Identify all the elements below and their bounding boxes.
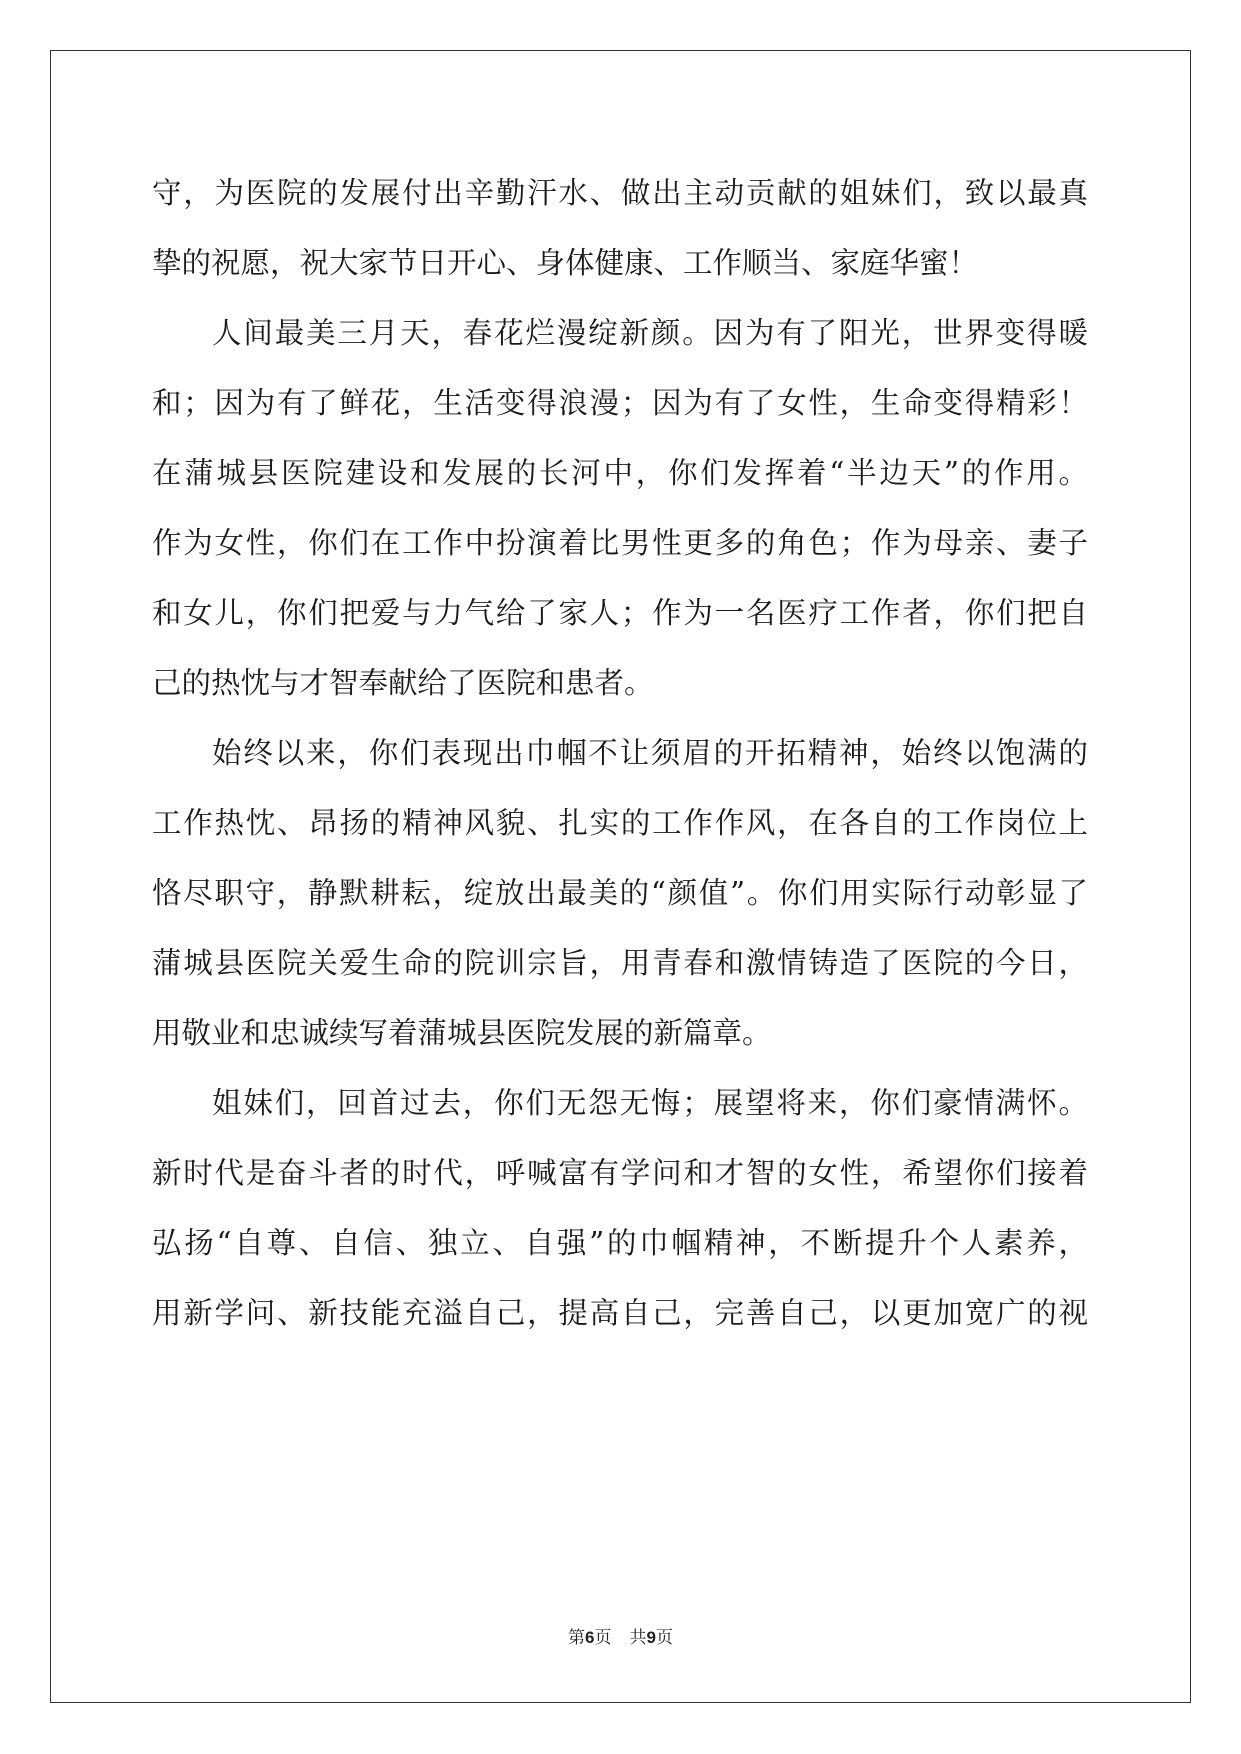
text-line: 挚的祝愿，祝大家节日开心、身体健康、工作顺当、家庭华蜜！ [152,246,979,280]
paragraph-3 [152,718,1088,1068]
text-line: 新时代是奋斗者的时代，呼喊富有学问和才智的女性，希望你们接着 [152,1156,1088,1190]
page-suffix: 页 [594,1628,612,1648]
text-line: 己的热忱与才智奉献给了医院和患者。 [152,666,654,700]
paragraph-1 [152,158,1088,298]
text-line: 在蒲城县医院建设和发展的长河中，你们发挥着“半边天”的作用。 [152,456,1088,490]
text-line: 姐妹们，回首过去，你们无怨无悔；展望将来，你们豪情满怀。 [212,1086,1088,1120]
text-line: 弘扬“自尊、自信、独立、自强”的巾帼精神，不断提升个人素养， [152,1226,1088,1260]
text-line: 和女儿，你们把爱与力气给了家人；作为一名医疗工作者，你们把自 [152,596,1088,630]
text-line: 蒲城县医院关爱生命的院训宗旨，用青春和激情铸造了医院的今日， [152,946,1088,980]
page-prefix: 第 [568,1628,586,1648]
paragraph-2 [152,298,1088,718]
page-footer [0,1627,1241,1649]
text-line: 作为女性，你们在工作中扮演着比男性更多的角色；作为母亲、妻子 [152,526,1088,560]
paragraph-4 [152,1068,1088,1348]
total-suffix: 页 [655,1628,673,1648]
text-line: 工作热忱、昂扬的精神风貌、扎实的工作作风，在各自的工作岗位上 [152,806,1088,840]
total-prefix: 共 [629,1628,647,1648]
text-line: 恪尽职守，静默耕耘，绽放出最美的“颜值”。你们用实际行动彰显了 [152,876,1088,910]
text-line: 守，为医院的发展付出辛勤汗水、做出主动贡献的姐妹们，致以最真 [152,176,1088,210]
text-line: 和；因为有了鲜花，生活变得浪漫；因为有了女性，生命变得精彩！ [152,386,1088,420]
text-line: 人间最美三月天，春花烂漫绽新颜。因为有了阳光，世界变得暖 [212,316,1088,350]
total-pages: 9 [646,1628,656,1647]
text-line: 用敬业和忠诚续写着蒲城县医院发展的新篇章。 [152,1016,772,1050]
text-line: 用新学问、新技能充溢自己，提高自己，完善自己，以更加宽广的视 [152,1296,1088,1330]
document-body [152,158,1088,1348]
text-line: 始终以来，你们表现出巾帼不让须眉的开拓精神，始终以饱满的 [212,736,1088,770]
page-number: 6 [585,1628,595,1647]
